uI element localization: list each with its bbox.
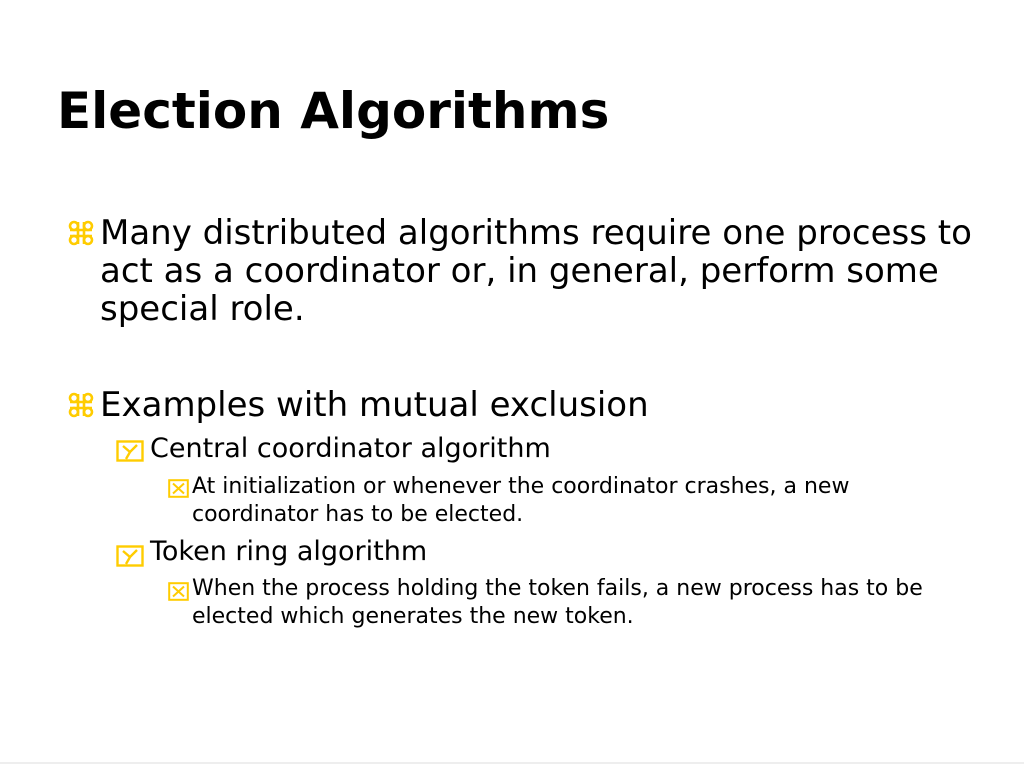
sub-sub-bullet-text-token: When the process holding the token fails, a new process has to be elected which generates the new token.	[192, 576, 923, 629]
checkbox-y-bullet-icon	[116, 545, 144, 567]
x-box-bullet-icon	[168, 582, 189, 601]
slide-title: Election Algorithms	[57, 82, 610, 140]
checkbox-y-bullet-icon	[116, 440, 144, 462]
bullet-text-2: Examples with mutual exclusion	[100, 385, 649, 425]
bullet-text-1: Many distributed algorithms require one process to act as a coordinator or, in general, perform some special role.	[100, 213, 972, 329]
sub-bullet-text-central: Central coordinator algorithm	[150, 433, 551, 464]
x-box-bullet-icon	[168, 479, 189, 498]
sub-bullet-text-token: Token ring algorithm	[150, 536, 428, 567]
sub-sub-bullet-text-central: At initialization or whenever the coordinator crashes, a new coordinator has to be elected.	[192, 474, 850, 527]
command-bullet-icon	[68, 392, 94, 418]
command-bullet-icon	[68, 220, 94, 246]
bottom-divider	[0, 762, 1024, 764]
